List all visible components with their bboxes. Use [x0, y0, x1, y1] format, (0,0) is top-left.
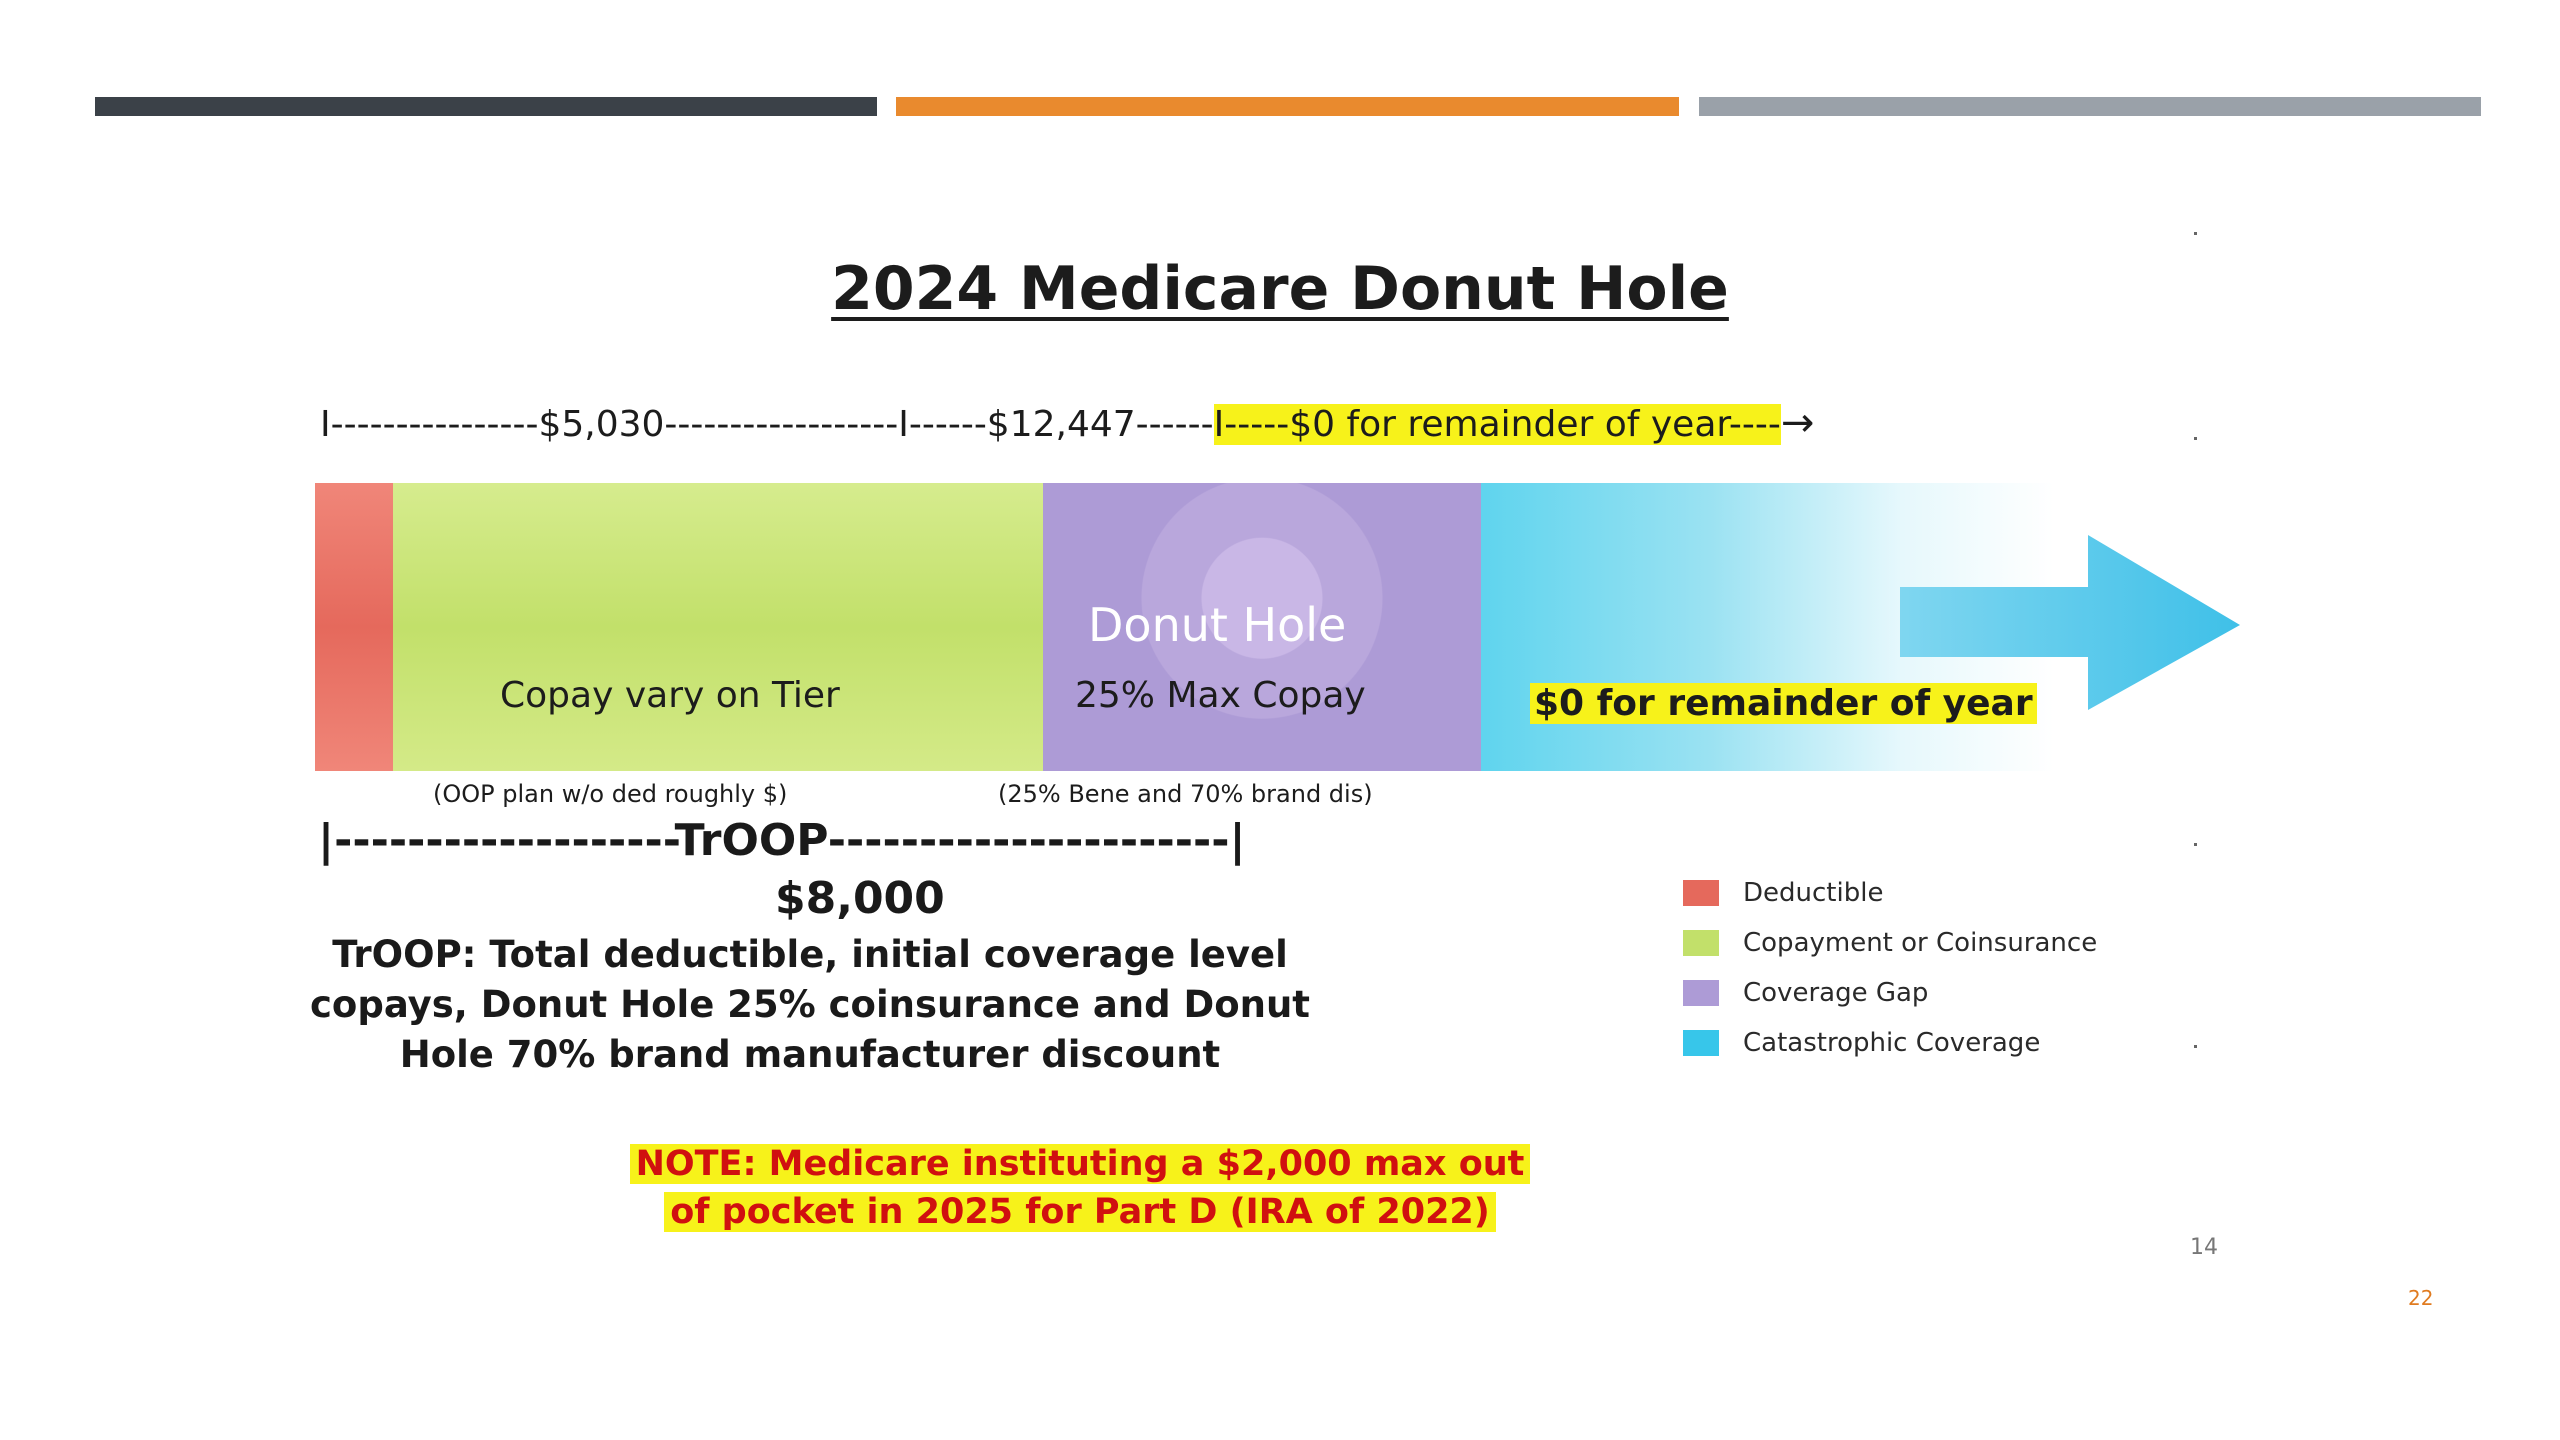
legend-item-coverage-gap — [1683, 968, 2097, 1018]
legend-label: Deductible — [1743, 878, 1884, 908]
legend — [1683, 868, 2097, 1068]
oop-note: (OOP plan w/o ded roughly $) — [433, 780, 788, 808]
troop-span-line: |-------------------TrOOP----------------------| — [318, 815, 1246, 866]
legend-swatch — [1683, 930, 1719, 956]
arrow-right-icon: → — [1780, 400, 1815, 446]
legend-swatch — [1683, 980, 1719, 1006]
legend-swatch — [1683, 880, 1719, 906]
max-copay-label: 25% Max Copay — [1075, 675, 1366, 716]
troop-description: TrOOP: Total deductible, initial coverage level copays, Donut Hole 25% coinsurance and Donut Hole 70% brand manufacturer discount — [310, 933, 1310, 1076]
scan-speck — [2194, 437, 2197, 440]
scan-speck — [2194, 843, 2197, 846]
timeline-segment-2: I-----$0 for remainder of year---- — [1213, 404, 1781, 445]
legend-item-deductible — [1683, 868, 2097, 918]
cost-timeline — [320, 400, 1814, 446]
troop-amount: $8,000 — [775, 873, 945, 924]
inner-page-number: 14 — [2190, 1235, 2218, 1260]
scan-speck — [2194, 232, 2197, 235]
ira-note — [520, 1140, 1640, 1236]
bene-note: (25% Bene and 70% brand dis) — [998, 780, 1373, 808]
legend-label: Copayment or Coinsurance — [1743, 928, 2098, 958]
legend-swatch — [1683, 1030, 1719, 1056]
ira-note-line-1: NOTE: Medicare instituting a $2,000 max out — [630, 1144, 1531, 1184]
top-bar-orange — [896, 97, 1679, 116]
donut-hole-label: Donut Hole — [1088, 598, 1347, 652]
legend-item-copayment — [1683, 918, 2097, 968]
slide-title: 2024 Medicare Donut Hole — [831, 254, 1729, 324]
timeline-segment-1: I----------------$5,030------------------I------$12,447------ — [320, 404, 1214, 445]
scan-speck — [2194, 1045, 2197, 1048]
ira-note-line-2: of pocket in 2025 for Part D (IRA of 2022) — [664, 1192, 1496, 1232]
legend-label: Coverage Gap — [1743, 978, 1929, 1008]
top-bar-dark — [95, 97, 877, 116]
zero-cost-label: $0 for remainder of year — [1530, 683, 2037, 724]
slide-page-number: 22 — [2408, 1286, 2434, 1310]
copay-segment — [393, 483, 1043, 771]
legend-item-catastrophic — [1683, 1018, 2097, 1068]
top-bar-gray — [1699, 97, 2481, 116]
copay-label: Copay vary on Tier — [500, 675, 840, 716]
legend-label: Catastrophic Coverage — [1743, 1028, 2041, 1058]
deductible-segment — [315, 483, 393, 771]
